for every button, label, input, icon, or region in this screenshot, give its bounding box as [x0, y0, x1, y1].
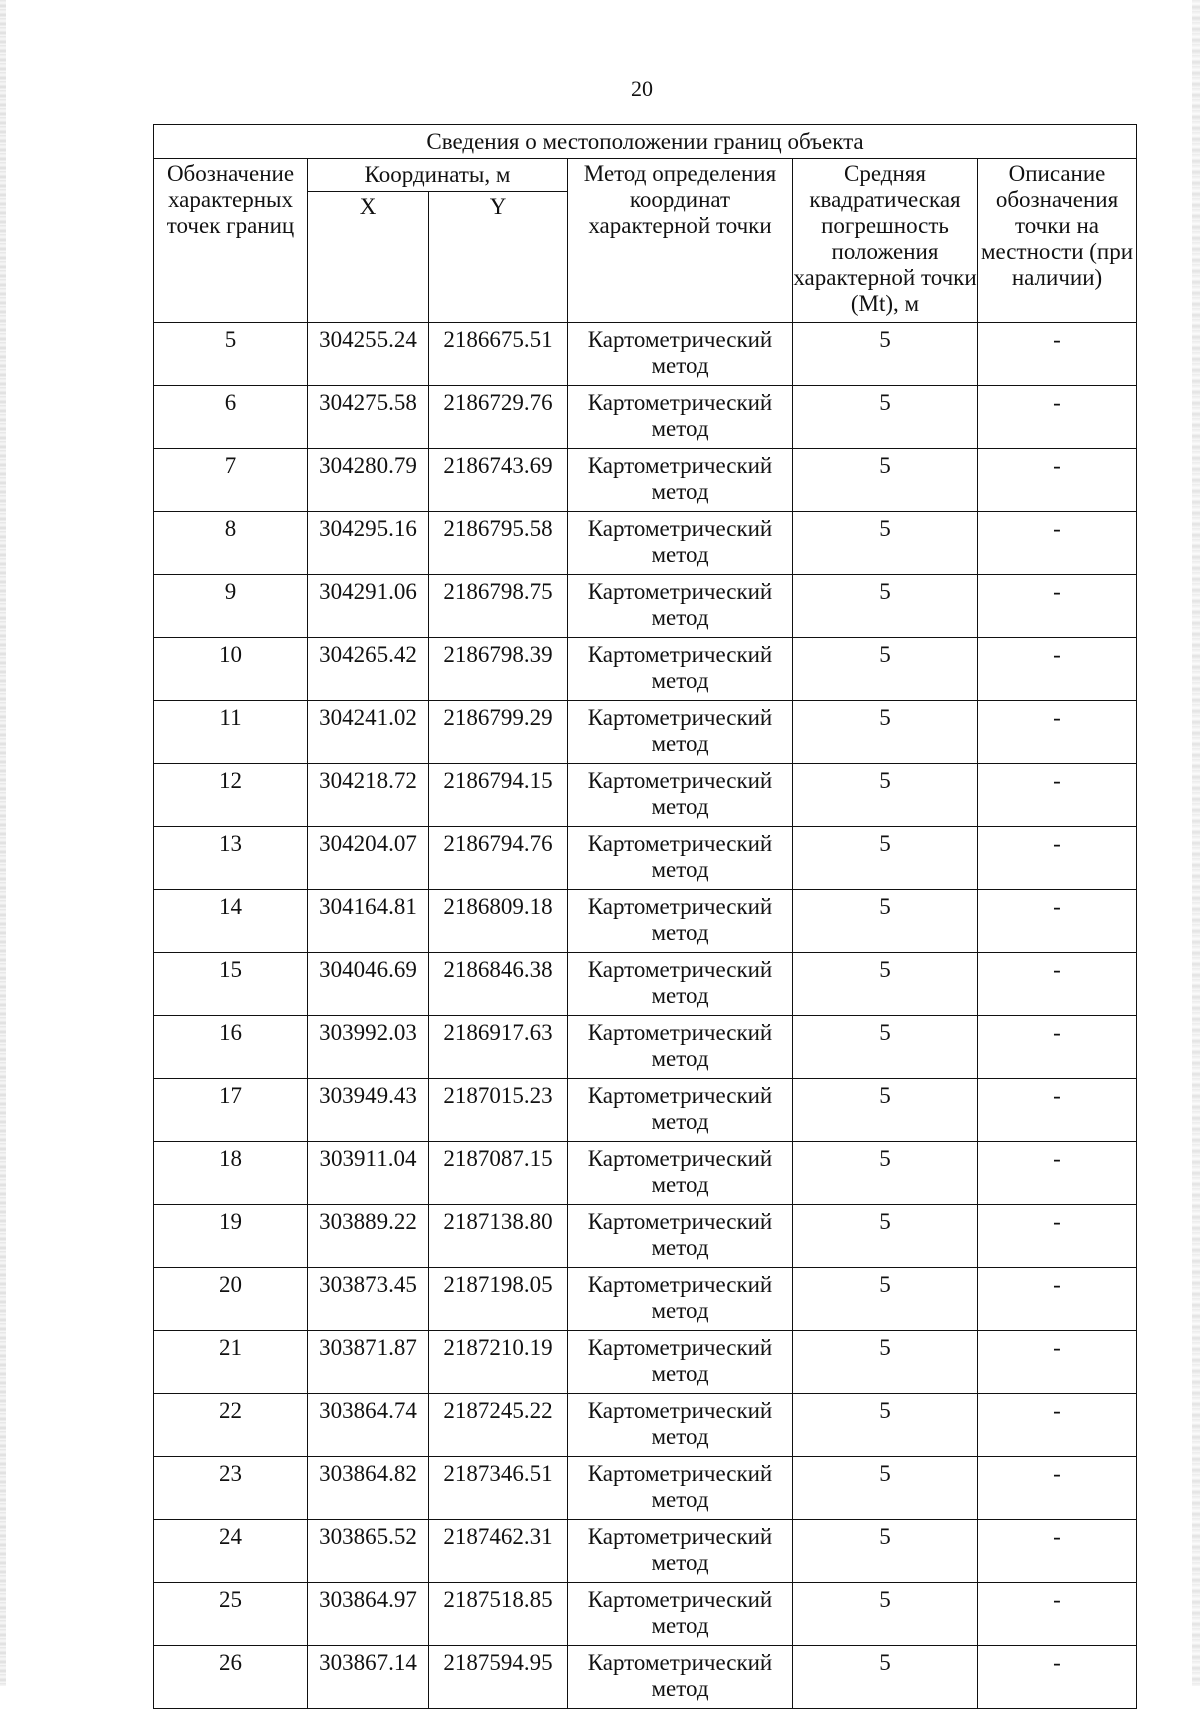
cell-description: - — [978, 764, 1137, 827]
table-row — [154, 764, 1137, 827]
cell-x: 304275.58 — [308, 386, 429, 449]
cell-point: 18 — [154, 1142, 308, 1205]
cell-method — [568, 638, 793, 701]
cell-y: 2186799.29 — [429, 701, 568, 764]
cell-point: 9 — [154, 575, 308, 638]
method-line-2: метод — [651, 1109, 709, 1134]
cell-point: 7 — [154, 449, 308, 512]
method-line-1: Картометрический — [587, 1587, 773, 1612]
method-line-2: метод — [651, 1676, 709, 1701]
method-line-1: Картометрический — [587, 1083, 773, 1108]
method-line-1: Картометрический — [587, 453, 773, 478]
table-row — [154, 1583, 1137, 1646]
table-row — [154, 701, 1137, 764]
table-caption: Сведения о местоположении границ объекта — [154, 125, 1137, 159]
cell-x: 303911.04 — [308, 1142, 429, 1205]
cell-description: - — [978, 1520, 1137, 1583]
cell-x: 304280.79 — [308, 449, 429, 512]
cell-method — [568, 1142, 793, 1205]
cell-method — [568, 1268, 793, 1331]
cell-method — [568, 764, 793, 827]
method-line-1: Картометрический — [587, 327, 773, 352]
table-row — [154, 1016, 1137, 1079]
cell-description: - — [978, 323, 1137, 386]
cell-x: 304295.16 — [308, 512, 429, 575]
table-row — [154, 827, 1137, 890]
table-row — [154, 575, 1137, 638]
method-line-1: Картометрический — [587, 1524, 773, 1549]
cell-accuracy: 5 — [793, 1142, 978, 1205]
cell-x: 303871.87 — [308, 1331, 429, 1394]
cell-accuracy: 5 — [793, 1457, 978, 1520]
cell-description: - — [978, 575, 1137, 638]
cell-accuracy: 5 — [793, 1646, 978, 1709]
cell-point: 5 — [154, 323, 308, 386]
header-accuracy: Средняя квадратическая погрешность положения характерной точки (Mt), м — [793, 159, 978, 323]
cell-y: 2187138.80 — [429, 1205, 568, 1268]
cell-accuracy: 5 — [793, 512, 978, 575]
cell-method — [568, 1079, 793, 1142]
cell-point: 16 — [154, 1016, 308, 1079]
cell-accuracy: 5 — [793, 1583, 978, 1646]
cell-point: 10 — [154, 638, 308, 701]
method-line-2: метод — [651, 668, 709, 693]
cell-accuracy: 5 — [793, 1394, 978, 1457]
cell-accuracy: 5 — [793, 1016, 978, 1079]
table-row — [154, 638, 1137, 701]
cell-method — [568, 890, 793, 953]
cell-x: 304164.81 — [308, 890, 429, 953]
header-description: Описание обозначения точки на местности (при наличии) — [978, 159, 1137, 323]
method-line-1: Картометрический — [587, 1146, 773, 1171]
table-row — [154, 1331, 1137, 1394]
method-line-1: Картометрический — [587, 1650, 773, 1675]
method-line-1: Картометрический — [587, 768, 773, 793]
method-line-1: Картометрический — [587, 894, 773, 919]
cell-x: 303864.97 — [308, 1583, 429, 1646]
method-line-1: Картометрический — [587, 579, 773, 604]
cell-y: 2187210.19 — [429, 1331, 568, 1394]
cell-point: 23 — [154, 1457, 308, 1520]
cell-x: 304241.02 — [308, 701, 429, 764]
cell-point: 26 — [154, 1646, 308, 1709]
cell-point: 21 — [154, 1331, 308, 1394]
table-row — [154, 890, 1137, 953]
cell-method — [568, 1646, 793, 1709]
header-x: X — [308, 192, 429, 323]
table-row — [154, 512, 1137, 575]
boundary-table — [153, 124, 1137, 1709]
page-number: 20 — [631, 76, 653, 101]
cell-accuracy: 5 — [793, 953, 978, 1016]
method-line-1: Картометрический — [587, 1461, 773, 1486]
cell-method — [568, 386, 793, 449]
cell-description: - — [978, 701, 1137, 764]
cell-x: 303865.52 — [308, 1520, 429, 1583]
table-body — [154, 323, 1137, 1709]
cell-point: 8 — [154, 512, 308, 575]
method-line-2: метод — [651, 920, 709, 945]
cell-x: 303867.14 — [308, 1646, 429, 1709]
cell-x: 304265.42 — [308, 638, 429, 701]
table-row — [154, 386, 1137, 449]
cell-method — [568, 827, 793, 890]
method-line-1: Картометрический — [587, 390, 773, 415]
cell-point: 13 — [154, 827, 308, 890]
cell-accuracy: 5 — [793, 638, 978, 701]
cell-y: 2186743.69 — [429, 449, 568, 512]
cell-method — [568, 701, 793, 764]
method-line-2: метод — [651, 1424, 709, 1449]
cell-method — [568, 1394, 793, 1457]
cell-description: - — [978, 1394, 1137, 1457]
cell-accuracy: 5 — [793, 890, 978, 953]
cell-accuracy: 5 — [793, 386, 978, 449]
cell-x: 304218.72 — [308, 764, 429, 827]
cell-description: - — [978, 953, 1137, 1016]
method-line-1: Картометрический — [587, 642, 773, 667]
table-row — [154, 449, 1137, 512]
cell-point: 15 — [154, 953, 308, 1016]
cell-x: 304291.06 — [308, 575, 429, 638]
method-line-2: метод — [651, 542, 709, 567]
table-row — [154, 1205, 1137, 1268]
header-designation: Обозначение характерных точек границ — [154, 159, 308, 323]
cell-point: 17 — [154, 1079, 308, 1142]
cell-method — [568, 323, 793, 386]
cell-y: 2186798.39 — [429, 638, 568, 701]
cell-y: 2187245.22 — [429, 1394, 568, 1457]
method-line-1: Картометрический — [587, 1020, 773, 1045]
method-line-1: Картометрический — [587, 1209, 773, 1234]
table-row — [154, 1268, 1137, 1331]
method-line-2: метод — [651, 605, 709, 630]
method-line-2: метод — [651, 1550, 709, 1575]
cell-description: - — [978, 1142, 1137, 1205]
method-line-2: метод — [651, 1172, 709, 1197]
scan-edge-right — [1192, 0, 1200, 1686]
method-line-2: метод — [651, 1361, 709, 1386]
table-row — [154, 323, 1137, 386]
cell-x: 303864.74 — [308, 1394, 429, 1457]
cell-accuracy: 5 — [793, 701, 978, 764]
cell-point: 12 — [154, 764, 308, 827]
method-line-2: метод — [651, 1613, 709, 1638]
cell-description: - — [978, 386, 1137, 449]
cell-method — [568, 1520, 793, 1583]
cell-y: 2186795.58 — [429, 512, 568, 575]
method-line-2: метод — [651, 983, 709, 1008]
cell-y: 2187087.15 — [429, 1142, 568, 1205]
cell-method — [568, 1331, 793, 1394]
cell-description: - — [978, 1646, 1137, 1709]
method-line-2: метод — [651, 1046, 709, 1071]
cell-description: - — [978, 1268, 1137, 1331]
method-line-2: метод — [651, 857, 709, 882]
cell-description: - — [978, 890, 1137, 953]
method-line-2: метод — [651, 794, 709, 819]
cell-y: 2187015.23 — [429, 1079, 568, 1142]
table-row — [154, 1457, 1137, 1520]
method-line-1: Картометрический — [587, 516, 773, 541]
cell-point: 6 — [154, 386, 308, 449]
cell-description: - — [978, 638, 1137, 701]
cell-method — [568, 512, 793, 575]
cell-x: 303992.03 — [308, 1016, 429, 1079]
cell-method — [568, 1016, 793, 1079]
cell-description: - — [978, 1457, 1137, 1520]
cell-method — [568, 1205, 793, 1268]
cell-accuracy: 5 — [793, 323, 978, 386]
method-line-2: метод — [651, 353, 709, 378]
cell-point: 20 — [154, 1268, 308, 1331]
method-line-2: метод — [651, 416, 709, 441]
cell-method — [568, 449, 793, 512]
cell-y: 2186794.76 — [429, 827, 568, 890]
cell-y: 2187594.95 — [429, 1646, 568, 1709]
method-line-1: Картометрический — [587, 1272, 773, 1297]
header-method: Метод определения координат характерной точки — [568, 159, 793, 323]
cell-accuracy: 5 — [793, 1520, 978, 1583]
cell-accuracy: 5 — [793, 575, 978, 638]
table-row — [154, 1079, 1137, 1142]
table-row — [154, 1394, 1137, 1457]
cell-point: 24 — [154, 1520, 308, 1583]
method-line-2: метод — [651, 1487, 709, 1512]
cell-y: 2186809.18 — [429, 890, 568, 953]
cell-point: 22 — [154, 1394, 308, 1457]
method-line-2: метод — [651, 1298, 709, 1323]
header-y: Y — [429, 192, 568, 323]
cell-method — [568, 1583, 793, 1646]
cell-y: 2186729.76 — [429, 386, 568, 449]
cell-point: 25 — [154, 1583, 308, 1646]
cell-description: - — [978, 512, 1137, 575]
cell-x: 303864.82 — [308, 1457, 429, 1520]
cell-description: - — [978, 827, 1137, 890]
cell-method — [568, 1457, 793, 1520]
cell-description: - — [978, 1016, 1137, 1079]
method-line-2: метод — [651, 1235, 709, 1260]
cell-x: 303873.45 — [308, 1268, 429, 1331]
header-coordinates: Координаты, м — [308, 159, 568, 192]
cell-description: - — [978, 1205, 1137, 1268]
table-row — [154, 1520, 1137, 1583]
cell-y: 2186794.15 — [429, 764, 568, 827]
cell-x: 304046.69 — [308, 953, 429, 1016]
table-row — [154, 1142, 1137, 1205]
cell-y: 2187462.31 — [429, 1520, 568, 1583]
scan-edge-left — [0, 0, 6, 1686]
method-line-2: метод — [651, 479, 709, 504]
cell-point: 14 — [154, 890, 308, 953]
cell-y: 2186798.75 — [429, 575, 568, 638]
cell-accuracy: 5 — [793, 1331, 978, 1394]
cell-description: - — [978, 1583, 1137, 1646]
cell-point: 11 — [154, 701, 308, 764]
cell-method — [568, 953, 793, 1016]
cell-y: 2186917.63 — [429, 1016, 568, 1079]
table-row — [154, 1646, 1137, 1709]
method-line-1: Картометрический — [587, 1335, 773, 1360]
cell-method — [568, 575, 793, 638]
cell-accuracy: 5 — [793, 1205, 978, 1268]
cell-y: 2187346.51 — [429, 1457, 568, 1520]
cell-accuracy: 5 — [793, 1079, 978, 1142]
cell-description: - — [978, 1331, 1137, 1394]
cell-description: - — [978, 1079, 1137, 1142]
cell-y: 2187518.85 — [429, 1583, 568, 1646]
table-row — [154, 953, 1137, 1016]
cell-x: 304204.07 — [308, 827, 429, 890]
cell-accuracy: 5 — [793, 1268, 978, 1331]
cell-description: - — [978, 449, 1137, 512]
cell-y: 2186846.38 — [429, 953, 568, 1016]
cell-x: 303949.43 — [308, 1079, 429, 1142]
cell-x: 303889.22 — [308, 1205, 429, 1268]
cell-x: 304255.24 — [308, 323, 429, 386]
cell-accuracy: 5 — [793, 764, 978, 827]
method-line-1: Картометрический — [587, 705, 773, 730]
cell-point: 19 — [154, 1205, 308, 1268]
cell-y: 2187198.05 — [429, 1268, 568, 1331]
cell-y: 2186675.51 — [429, 323, 568, 386]
method-line-1: Картометрический — [587, 957, 773, 982]
method-line-1: Картометрический — [587, 1398, 773, 1423]
cell-accuracy: 5 — [793, 827, 978, 890]
method-line-1: Картометрический — [587, 831, 773, 856]
cell-accuracy: 5 — [793, 449, 978, 512]
method-line-2: метод — [651, 731, 709, 756]
